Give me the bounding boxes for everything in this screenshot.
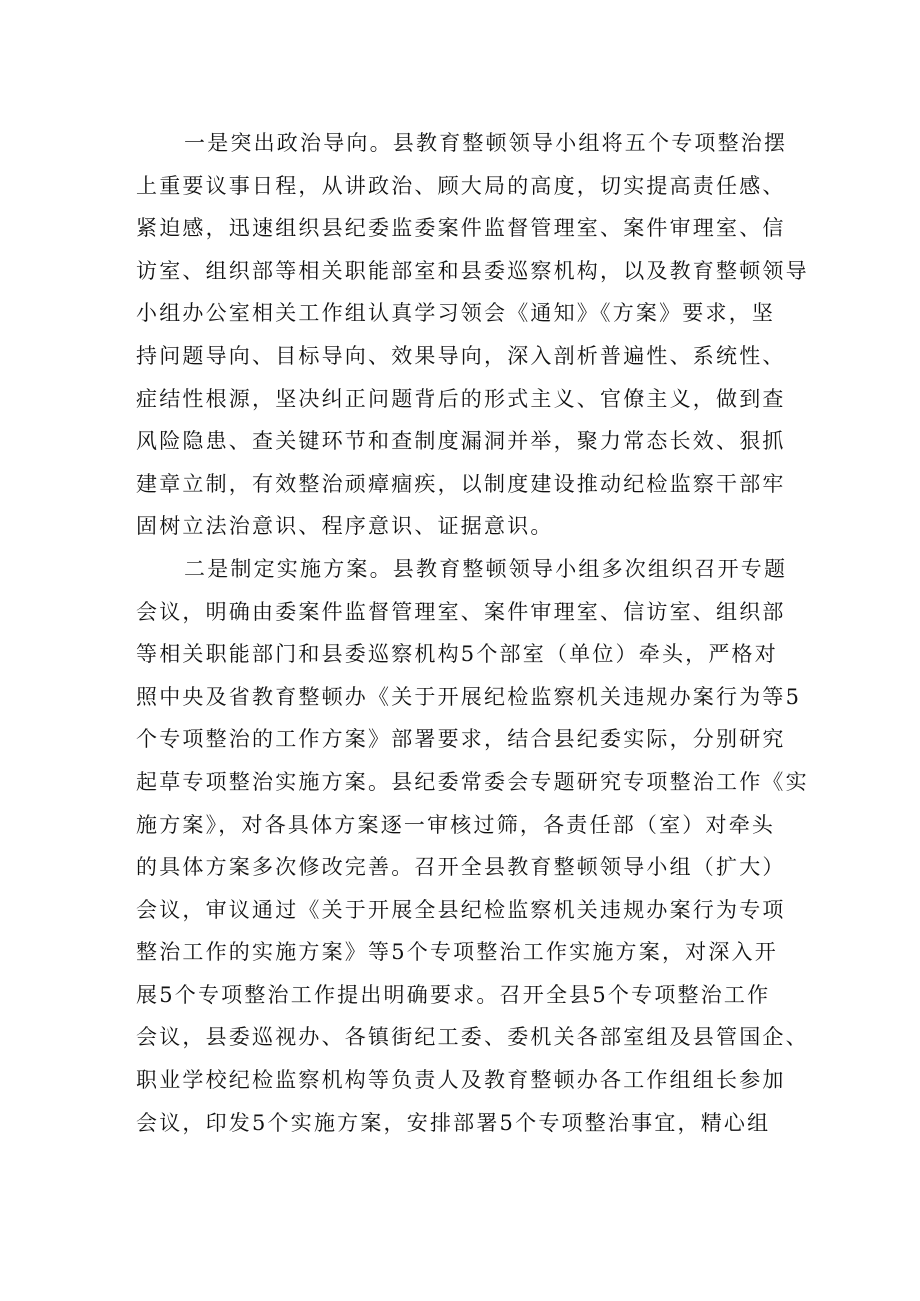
paragraph-line: 症结性根源，坚决纠正问题背后的形式主义、官僚主义，做到查 (136, 386, 786, 411)
paragraph-line: 会议，明确由委案件监督管理室、案件审理室、信访室、组织部 (136, 599, 786, 624)
paragraph-line: 会议，印发5个实施方案，安排部署5个专项整治事宜，精心组 (136, 1110, 771, 1135)
paragraph-line: 的具体方案多次修改完善。召开全县教育整顿领导小组（扩大） (136, 855, 786, 880)
paragraph-line: 个专项整治的工作方案》部署要求，结合县纪委实际，分别研究 (136, 727, 786, 752)
paragraph-line: 持问题导向、目标导向、效果导向，深入剖析普遍性、系统性、 (136, 343, 786, 368)
paragraph-line: 展5个专项整治工作提出明确要求。召开全县5个专项整治工作 (136, 982, 771, 1007)
paragraph-line: 访室、组织部等相关职能部室和县委巡察机构，以及教育整顿领导 (136, 258, 809, 283)
paragraph-line: 起草专项整治实施方案。县纪委常委会专题研究专项整治工作《实 (136, 769, 809, 794)
paragraph-line: 二是制定实施方案。县教育整顿领导小组多次组织召开专题 (184, 556, 788, 581)
paragraph-implementation-plan (136, 548, 809, 1144)
paragraph-line: 风险隐患、查关键环节和查制度漏洞并举，聚力常态长效、狠抓 (136, 429, 786, 454)
document-body (136, 122, 809, 1144)
paragraph-line: 照中央及省教育整顿办《关于开展纪检监察机关违规办案行为等5 (136, 684, 802, 709)
paragraph-line: 施方案》，对各具体方案逐一审核过筛，各责任部（室）对牵头 (136, 812, 776, 837)
paragraph-line: 整治工作的实施方案》等5个专项整治工作实施方案，对深入开 (136, 940, 778, 965)
paragraph-line: 等相关职能部门和县委巡察机构5个部室（单位）牵头，严格对 (136, 642, 778, 667)
paragraph-line: 建章立制，有效整治顽瘴痼疾，以制度建设推动纪检监察干部牢 (136, 471, 786, 496)
paragraph-line: 固树立法治意识、程序意识、证据意识。 (136, 514, 554, 539)
paragraph-political-orientation (136, 122, 809, 548)
paragraph-line: 会议，县委巡视办、各镇街纪工委、委机关各部室组及县管国企、 (136, 1025, 809, 1050)
paragraph-line: 小组办公室相关工作组认真学习领会《通知》《方案》要求，坚 (136, 301, 776, 326)
paragraph-line: 紧迫感，迅速组织县纪委监委案件监督管理室、案件审理室、信 (136, 216, 786, 241)
paragraph-line: 上重要议事日程，从讲政治、顾大局的高度，切实提高责任感、 (136, 173, 786, 198)
paragraph-line: 职业学校纪检监察机构等负责人及教育整顿办各工作组组长参加 (136, 1068, 786, 1093)
paragraph-line: 一是突出政治导向。县教育整顿领导小组将五个专项整治摆 (184, 131, 788, 155)
paragraph-line: 会议，审议通过《关于开展全县纪检监察机关违规办案行为专项 (136, 897, 786, 922)
